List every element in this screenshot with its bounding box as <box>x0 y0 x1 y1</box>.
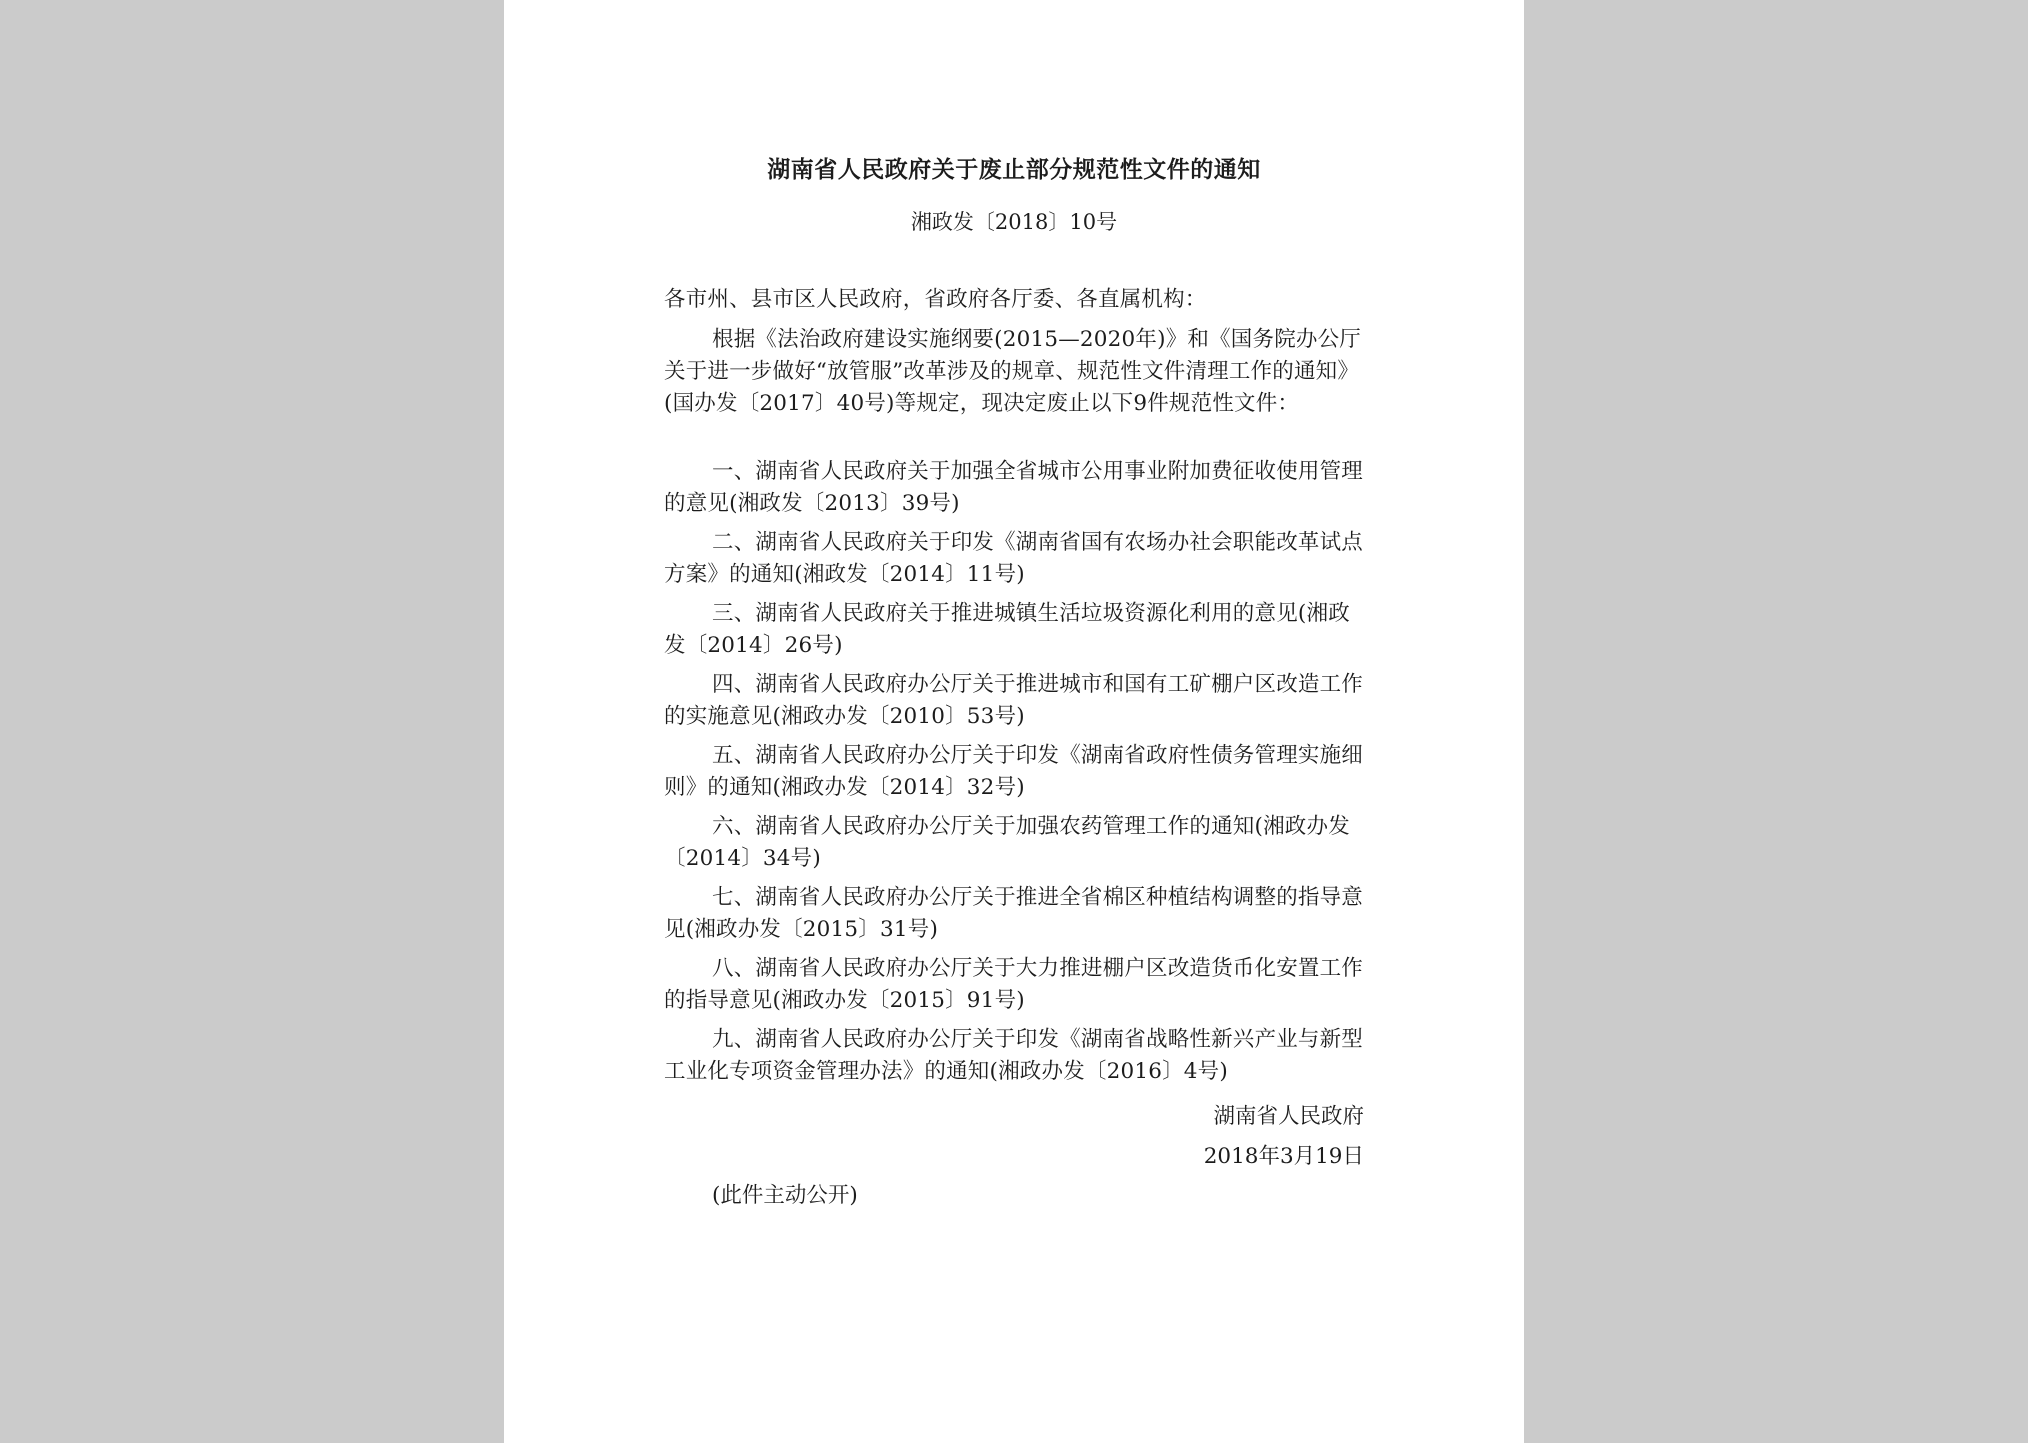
list-item: 四、湖南省人民政府办公厅关于推进城市和国有工矿棚户区改造工作的实施意见(湘政办发〔2010〕53号) <box>664 672 1364 729</box>
list-item: 二、湖南省人民政府关于印发《湖南省国有农场办社会职能改革试点方案》的通知(湘政发〔2014〕11号) <box>664 530 1364 587</box>
intro-paragraph <box>664 324 1364 420</box>
addressee-line: 各市州、县市区人民政府，省政府各厅委、各直属机构： <box>664 287 1207 312</box>
document-page <box>504 0 1524 1443</box>
list-item: 五、湖南省人民政府办公厅关于印发《湖南省政府性债务管理实施细则》的通知(湘政办发〔2014〕32号) <box>664 743 1364 800</box>
document-title: 湖南省人民政府关于废止部分规范性文件的通知 <box>767 156 1261 183</box>
signature-block <box>1204 1097 1364 1177</box>
repealed-documents-list <box>664 456 1364 1095</box>
list-item: 一、湖南省人民政府关于加强全省城市公用事业附加费征收使用管理的意见(湘政发〔2013〕39号) <box>664 459 1364 516</box>
intro-text: 根据《法治政府建设实施纲要(2015—2020年)》和《国务院办公厅关于进一步做好“放管服”改革涉及的规章、规范性文件清理工作的通知》(国办发〔2017〕40号)等规定，现决定废止以下9件规范性文件： <box>664 327 1362 416</box>
list-item: 六、湖南省人民政府办公厅关于加强农药管理工作的通知(湘政办发〔2014〕34号) <box>664 814 1350 871</box>
issue-date: 2018年3月19日 <box>1203 1144 1364 1169</box>
issuing-authority: 湖南省人民政府 <box>1213 1104 1364 1129</box>
list-item: 三、湖南省人民政府关于推进城镇生活垃圾资源化利用的意见(湘政发〔2014〕26号) <box>664 601 1350 658</box>
list-item: 七、湖南省人民政府办公厅关于推进全省棉区种植结构调整的指导意见(湘政办发〔2015〕31号) <box>664 885 1364 942</box>
list-item: 九、湖南省人民政府办公厅关于印发《湖南省战略性新兴产业与新型工业化专项资金管理办法》的通知(湘政办发〔2016〕4号) <box>664 1027 1364 1084</box>
disclosure-note: (此件主动公开) <box>712 1183 858 1208</box>
list-item: 八、湖南省人民政府办公厅关于大力推进棚户区改造货币化安置工作的指导意见(湘政办发〔2015〕91号) <box>664 956 1364 1013</box>
document-number: 湘政发〔2018〕10号 <box>910 210 1118 234</box>
